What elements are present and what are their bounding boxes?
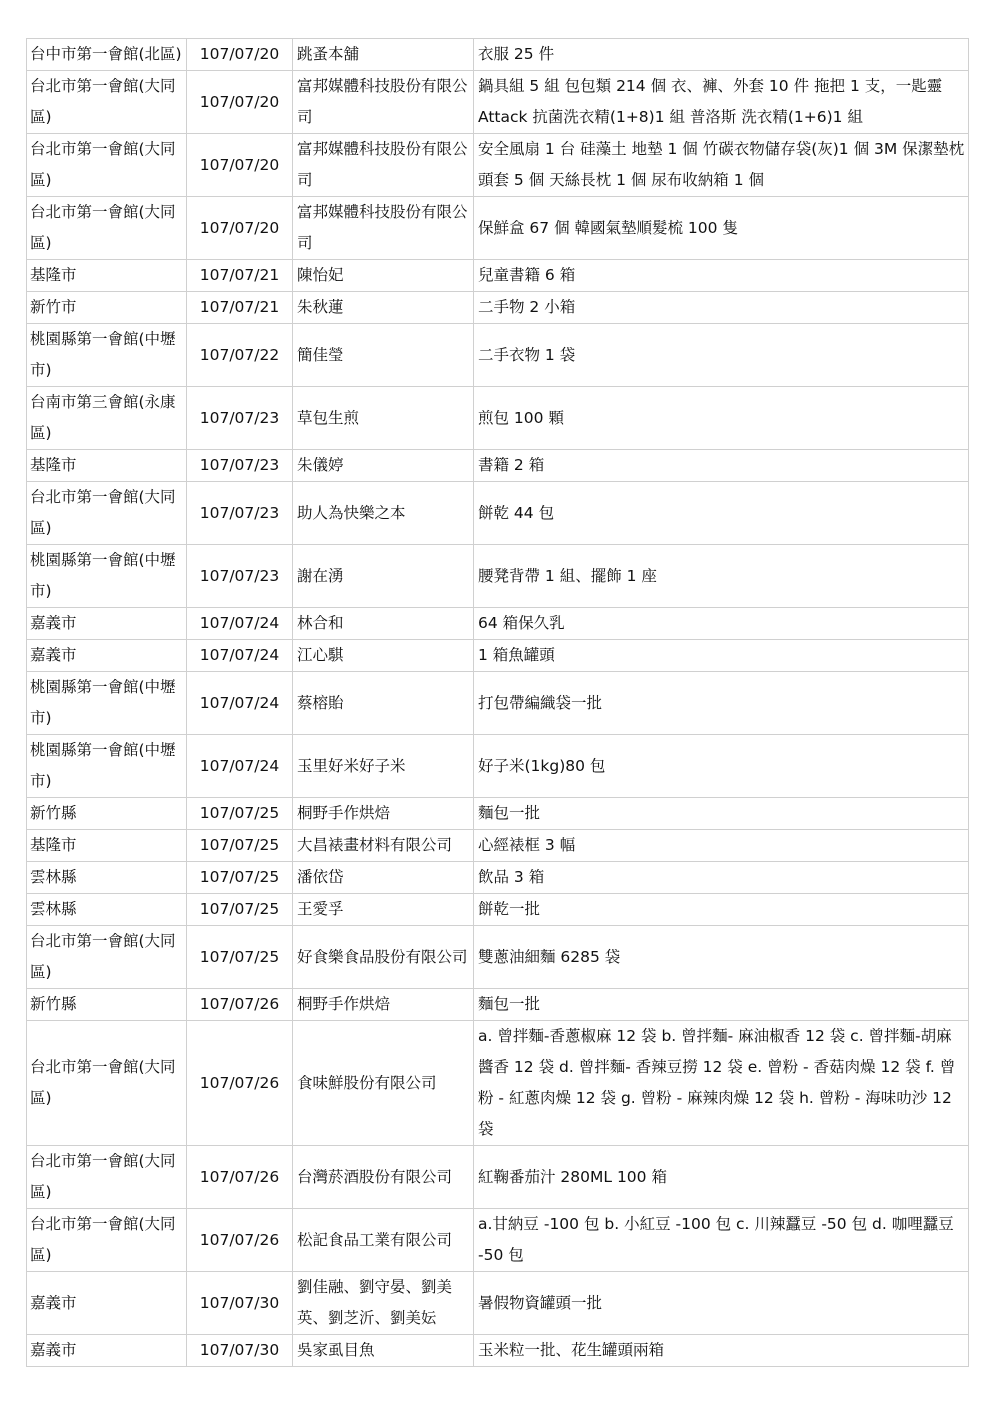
items-cell: 二手物 2 小箱 bbox=[474, 292, 969, 324]
date-cell: 107/07/25 bbox=[187, 926, 293, 989]
items-cell: 好子米(1kg)80 包 bbox=[474, 735, 969, 798]
items-cell: 安全風扇 1 台 硅藻土 地墊 1 個 竹碳衣物儲存袋(灰)1 個 3M 保潔墊枕頭套 5 個 天絲長枕 1 個 尿布收納箱 1 個 bbox=[474, 134, 969, 197]
date-cell: 107/07/24 bbox=[187, 672, 293, 735]
date-cell: 107/07/20 bbox=[187, 134, 293, 197]
location-cell: 基隆市 bbox=[27, 260, 187, 292]
table-row bbox=[27, 482, 969, 545]
items-cell: 暑假物資罐頭一批 bbox=[474, 1272, 969, 1335]
donor-cell: 陳怡妃 bbox=[293, 260, 474, 292]
date-cell: 107/07/26 bbox=[187, 1146, 293, 1209]
table-row bbox=[27, 640, 969, 672]
items-cell: 飲品 3 箱 bbox=[474, 862, 969, 894]
items-cell: 玉米粒一批、花生罐頭兩箱 bbox=[474, 1335, 969, 1367]
donor-cell: 富邦媒體科技股份有限公司 bbox=[293, 197, 474, 260]
location-cell: 台北市第一會館(大同區) bbox=[27, 926, 187, 989]
location-cell: 台北市第一會館(大同區) bbox=[27, 1209, 187, 1272]
donor-cell: 台灣菸酒股份有限公司 bbox=[293, 1146, 474, 1209]
location-cell: 台北市第一會館(大同區) bbox=[27, 71, 187, 134]
items-cell: 鍋具組 5 組 包包類 214 個 衣、褲、外套 10 件 拖把 1 支，一匙靈 Attack 抗菌洗衣精(1+8)1 組 普洛斯 洗衣精(1+6)1 組 bbox=[474, 71, 969, 134]
donor-cell: 江心騏 bbox=[293, 640, 474, 672]
table-row bbox=[27, 260, 969, 292]
location-cell: 基隆市 bbox=[27, 450, 187, 482]
donor-cell: 朱秋蓮 bbox=[293, 292, 474, 324]
items-cell: 麵包一批 bbox=[474, 798, 969, 830]
date-cell: 107/07/23 bbox=[187, 545, 293, 608]
location-cell: 嘉義市 bbox=[27, 1272, 187, 1335]
items-cell: 餅乾 44 包 bbox=[474, 482, 969, 545]
donor-cell: 王愛孚 bbox=[293, 894, 474, 926]
items-cell: 雙蔥油細麵 6285 袋 bbox=[474, 926, 969, 989]
date-cell: 107/07/26 bbox=[187, 1209, 293, 1272]
location-cell: 台中市第一會館(北區) bbox=[27, 39, 187, 71]
donor-cell: 簡佳瑩 bbox=[293, 324, 474, 387]
donor-cell: 潘依岱 bbox=[293, 862, 474, 894]
donation-table-page bbox=[26, 38, 969, 1367]
items-cell: 紅鞠番茄汁 280ML 100 箱 bbox=[474, 1146, 969, 1209]
items-cell: 腰凳背帶 1 組、擺飾 1 座 bbox=[474, 545, 969, 608]
date-cell: 107/07/30 bbox=[187, 1272, 293, 1335]
location-cell: 基隆市 bbox=[27, 830, 187, 862]
items-cell: 書籍 2 箱 bbox=[474, 450, 969, 482]
donor-cell: 富邦媒體科技股份有限公司 bbox=[293, 71, 474, 134]
date-cell: 107/07/25 bbox=[187, 830, 293, 862]
donor-cell: 朱儀婷 bbox=[293, 450, 474, 482]
date-cell: 107/07/22 bbox=[187, 324, 293, 387]
table-row bbox=[27, 798, 969, 830]
location-cell: 台北市第一會館(大同區) bbox=[27, 1021, 187, 1146]
table-row bbox=[27, 926, 969, 989]
donor-cell: 富邦媒體科技股份有限公司 bbox=[293, 134, 474, 197]
table-row bbox=[27, 672, 969, 735]
location-cell: 新竹縣 bbox=[27, 798, 187, 830]
date-cell: 107/07/30 bbox=[187, 1335, 293, 1367]
date-cell: 107/07/24 bbox=[187, 608, 293, 640]
items-cell: 煎包 100 顆 bbox=[474, 387, 969, 450]
date-cell: 107/07/24 bbox=[187, 735, 293, 798]
items-cell: 二手衣物 1 袋 bbox=[474, 324, 969, 387]
donor-cell: 劉佳融、劉守晏、劉美英、劉芝沂、劉美妘 bbox=[293, 1272, 474, 1335]
location-cell: 桃園縣第一會館(中壢市) bbox=[27, 672, 187, 735]
date-cell: 107/07/25 bbox=[187, 894, 293, 926]
items-cell: a.甘納豆 -100 包 b. 小紅豆 -100 包 c. 川辣蠶豆 -50 包 d. 咖哩蠶豆 -50 包 bbox=[474, 1209, 969, 1272]
location-cell: 台南市第三會館(永康區) bbox=[27, 387, 187, 450]
date-cell: 107/07/24 bbox=[187, 640, 293, 672]
items-cell: 心經裱框 3 幅 bbox=[474, 830, 969, 862]
location-cell: 嘉義市 bbox=[27, 640, 187, 672]
date-cell: 107/07/26 bbox=[187, 1021, 293, 1146]
items-cell: 64 箱保久乳 bbox=[474, 608, 969, 640]
donor-cell: 松記食品工業有限公司 bbox=[293, 1209, 474, 1272]
date-cell: 107/07/21 bbox=[187, 292, 293, 324]
donor-cell: 好食樂食品股份有限公司 bbox=[293, 926, 474, 989]
items-cell: 打包帶編織袋一批 bbox=[474, 672, 969, 735]
location-cell: 雲林縣 bbox=[27, 894, 187, 926]
date-cell: 107/07/23 bbox=[187, 387, 293, 450]
items-cell: 1 箱魚罐頭 bbox=[474, 640, 969, 672]
location-cell: 台北市第一會館(大同區) bbox=[27, 197, 187, 260]
donor-cell: 草包生煎 bbox=[293, 387, 474, 450]
location-cell: 台北市第一會館(大同區) bbox=[27, 1146, 187, 1209]
table-row bbox=[27, 387, 969, 450]
table-row bbox=[27, 1146, 969, 1209]
date-cell: 107/07/20 bbox=[187, 197, 293, 260]
table-row bbox=[27, 197, 969, 260]
date-cell: 107/07/25 bbox=[187, 862, 293, 894]
table-row bbox=[27, 862, 969, 894]
table-row bbox=[27, 545, 969, 608]
table-row bbox=[27, 1021, 969, 1146]
donation-table-body bbox=[27, 39, 969, 1367]
table-row bbox=[27, 830, 969, 862]
table-row bbox=[27, 989, 969, 1021]
donor-cell: 吳家虱目魚 bbox=[293, 1335, 474, 1367]
items-cell: 衣服 25 件 bbox=[474, 39, 969, 71]
location-cell: 桃園縣第一會館(中壢市) bbox=[27, 324, 187, 387]
location-cell: 台北市第一會館(大同區) bbox=[27, 134, 187, 197]
table-row bbox=[27, 71, 969, 134]
items-cell: 保鮮盒 67 個 韓國氣墊順髮梳 100 隻 bbox=[474, 197, 969, 260]
items-cell: a. 曾拌麵-香蔥椒麻 12 袋 b. 曾拌麵- 麻油椒香 12 袋 c. 曾拌麵-胡麻醬香 12 袋 d. 曾拌麵- 香辣豆撈 12 袋 e. 曾粉 - 香菇肉燥 12 袋 f. 曾粉 - 紅蔥肉燥 12 袋 g. 曾粉 - 麻辣肉燥 12 袋 h. 曾粉 - 海味叻沙 12 袋 bbox=[474, 1021, 969, 1146]
donor-cell: 玉里好米好子米 bbox=[293, 735, 474, 798]
location-cell: 桃園縣第一會館(中壢市) bbox=[27, 545, 187, 608]
donor-cell: 大昌裱畫材料有限公司 bbox=[293, 830, 474, 862]
location-cell: 雲林縣 bbox=[27, 862, 187, 894]
date-cell: 107/07/20 bbox=[187, 71, 293, 134]
table-row bbox=[27, 894, 969, 926]
donor-cell: 蔡榕貽 bbox=[293, 672, 474, 735]
items-cell: 兒童書籍 6 箱 bbox=[474, 260, 969, 292]
donor-cell: 助人為快樂之本 bbox=[293, 482, 474, 545]
location-cell: 台北市第一會館(大同區) bbox=[27, 482, 187, 545]
items-cell: 餅乾一批 bbox=[474, 894, 969, 926]
date-cell: 107/07/23 bbox=[187, 450, 293, 482]
table-row bbox=[27, 1335, 969, 1367]
date-cell: 107/07/25 bbox=[187, 798, 293, 830]
location-cell: 新竹市 bbox=[27, 292, 187, 324]
donor-cell: 桐野手作烘焙 bbox=[293, 798, 474, 830]
items-cell: 麵包一批 bbox=[474, 989, 969, 1021]
date-cell: 107/07/21 bbox=[187, 260, 293, 292]
date-cell: 107/07/20 bbox=[187, 39, 293, 71]
location-cell: 嘉義市 bbox=[27, 608, 187, 640]
location-cell: 桃園縣第一會館(中壢市) bbox=[27, 735, 187, 798]
table-row bbox=[27, 735, 969, 798]
table-row bbox=[27, 608, 969, 640]
donor-cell: 林合和 bbox=[293, 608, 474, 640]
location-cell: 嘉義市 bbox=[27, 1335, 187, 1367]
donor-cell: 跳蚤本舖 bbox=[293, 39, 474, 71]
donor-cell: 食味鮮股份有限公司 bbox=[293, 1021, 474, 1146]
date-cell: 107/07/23 bbox=[187, 482, 293, 545]
donor-cell: 謝在湧 bbox=[293, 545, 474, 608]
donation-table bbox=[26, 38, 969, 1367]
table-row bbox=[27, 1209, 969, 1272]
table-row bbox=[27, 450, 969, 482]
donor-cell: 桐野手作烘焙 bbox=[293, 989, 474, 1021]
table-row bbox=[27, 134, 969, 197]
location-cell: 新竹縣 bbox=[27, 989, 187, 1021]
table-row bbox=[27, 324, 969, 387]
date-cell: 107/07/26 bbox=[187, 989, 293, 1021]
table-row bbox=[27, 1272, 969, 1335]
table-row bbox=[27, 292, 969, 324]
table-row bbox=[27, 39, 969, 71]
